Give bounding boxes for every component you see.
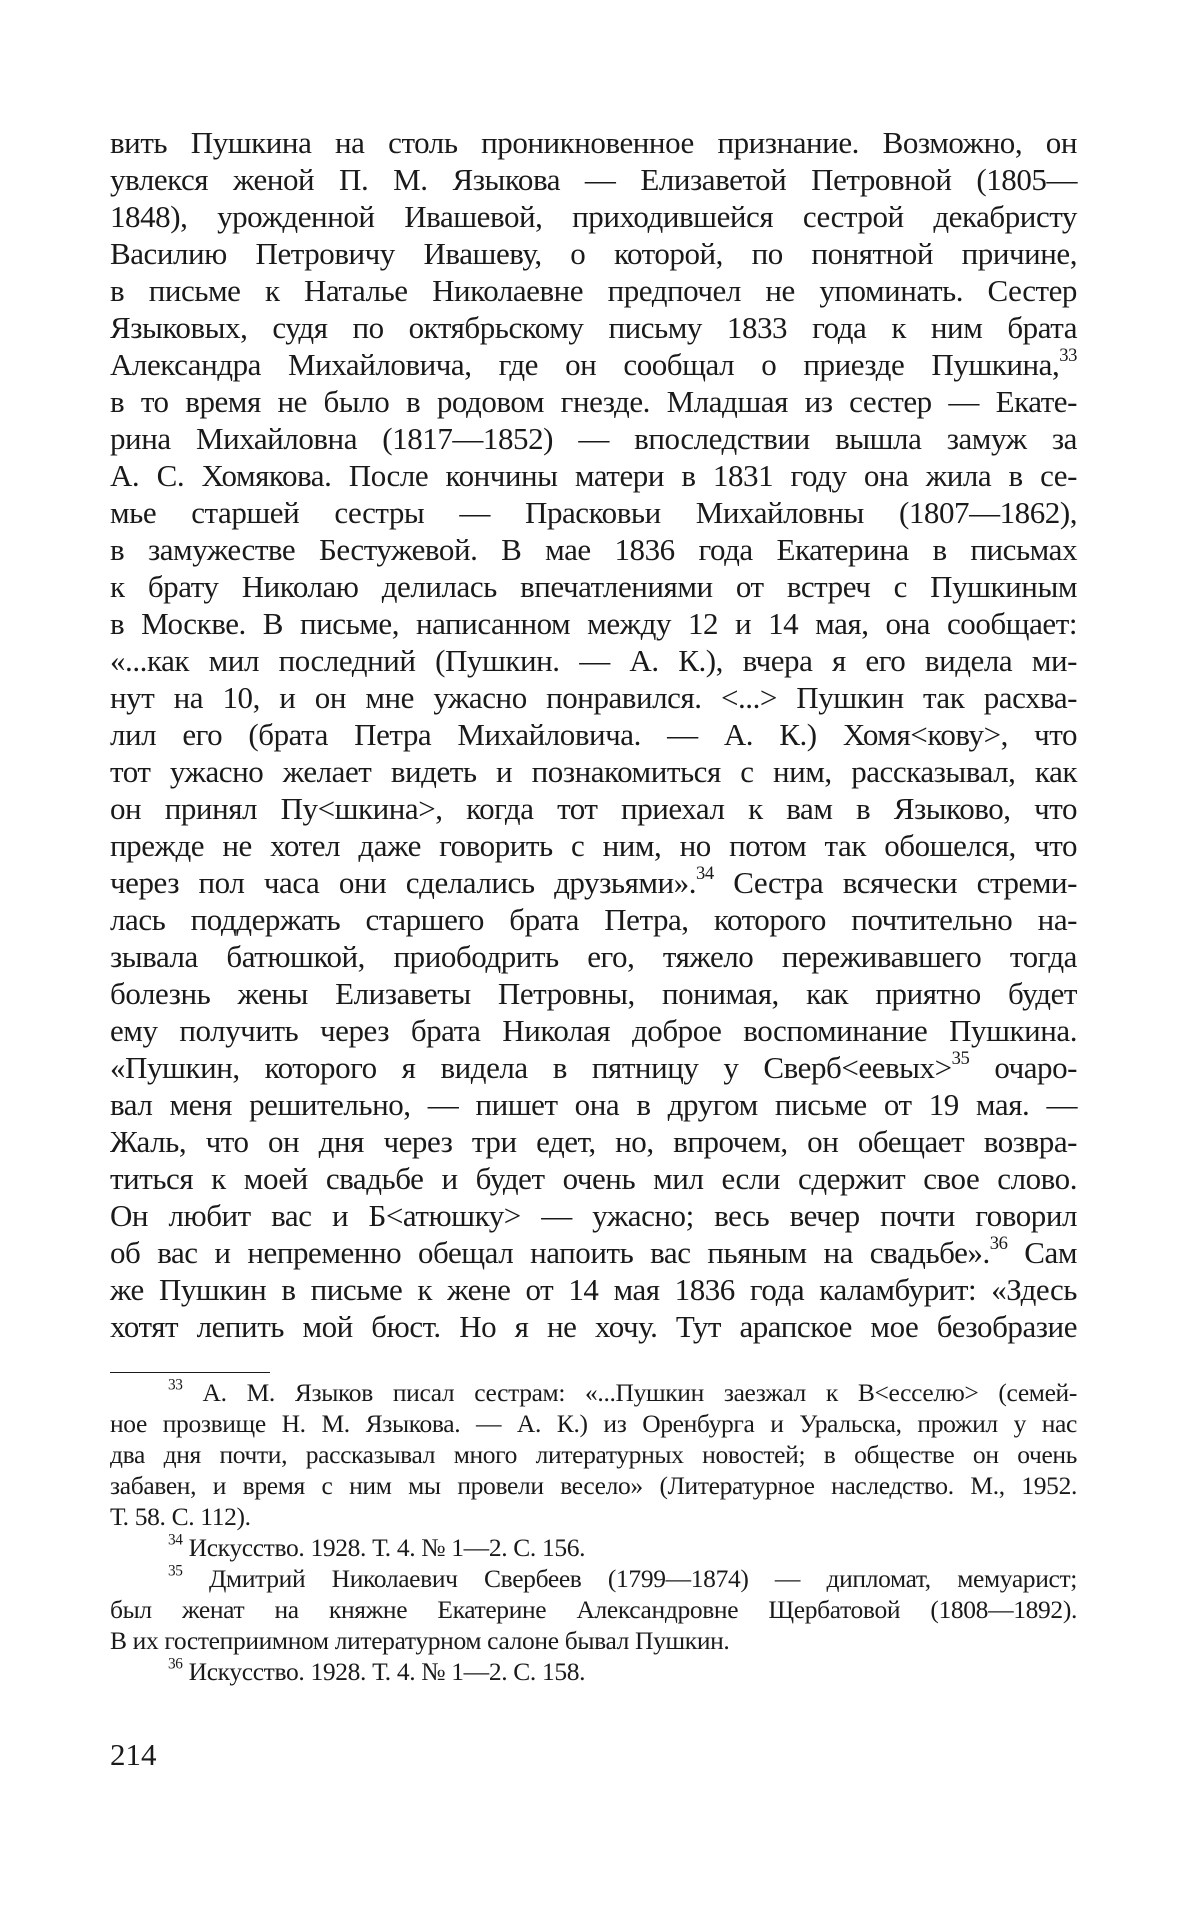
text-line: прежде не хотел даже говорить с ним, но потом так обошелся, что <box>110 828 1077 863</box>
footnote-line: два дня почти, рассказывал много литературных новостей; в обществе он очень <box>110 1440 1077 1469</box>
text-line: к брату Николаю делилась впечатлениями от встреч с Пушкиным <box>110 569 1077 604</box>
text-line: «Пушкин, которого я видела в пятницу у Сверб<еевых>$^{35}$ очаро- <box>110 1048 1077 1085</box>
footnote-reference: 36 <box>989 1233 1008 1255</box>
text-line: ему получить через брата Николая доброе воспоминание Пушкина. <box>110 1013 1077 1048</box>
footnote-line: В их гостеприимном литературном салоне бывал Пушкин. <box>110 1626 730 1655</box>
footnote-separator-rule <box>110 1372 270 1373</box>
footnote-line: $^{33}$ А. М. Языков писал сестрам: «...Пушкин заезжал к В<есселю> (семей- <box>168 1376 1077 1407</box>
footnote-reference: 35 <box>951 1048 970 1070</box>
text-line: зывала батюшкой, приободрить его, тяжело переживавшего тогда <box>110 939 1077 974</box>
text-line: через пол часа они сделались друзьями».$^{34}$ Сестра всячески стреми- <box>110 863 1077 900</box>
text-line: увлекся женой П. М. Языкова — Елизаветой Петровной (1805— <box>110 162 1077 197</box>
text-line: А. С. Хомякова. После кончины матери в 1831 году она жила в се- <box>110 458 1077 493</box>
text-line: Жаль, что он дня через три едет, но, впрочем, он обещает возвра- <box>110 1124 1077 1159</box>
text-line: нут на 10, и он мне ужасно понравился. <...> Пушкин так расхва- <box>110 680 1077 715</box>
text-line: 1848), урожденной Ивашевой, приходившейся сестрой декабристу <box>110 199 1077 234</box>
footnote-line: ное прозвище Н. М. Языкова. — А. К.) из Оренбурга и Уральска, прожил у нас <box>110 1409 1077 1438</box>
text-line: «...как мил последний (Пушкин. — А. К.), вчера я его видела ми- <box>110 643 1077 678</box>
text-line: Александра Михайловича, где он сообщал о приезде Пушкина,$^{33}$ <box>110 345 1077 382</box>
text-line: об вас и непременно обещал напоить вас пьяным на свадьбе».$^{36}$ Сам <box>110 1233 1077 1270</box>
text-line: в Москве. В письме, написанном между 12 и 14 мая, она сообщает: <box>110 606 1077 641</box>
text-line: рина Михайловна (1817—1852) — впоследствии вышла замуж за <box>110 421 1077 456</box>
footnote-number: 35 <box>168 1562 183 1580</box>
footnote-line: Т. 58. С. 112). <box>110 1502 251 1531</box>
page-number: 214 <box>110 1737 157 1772</box>
book-page <box>110 124 1077 1687</box>
text-line: Языковых, судя по октябрьскому письму 1833 года к ним брата <box>110 310 1077 345</box>
text-line: в то время не было в родовом гнезде. Младшая из сестер — Екате- <box>110 384 1077 419</box>
text-line: лась поддержать старшего брата Петра, которого почтительно на- <box>110 902 1077 937</box>
text-line: он принял Пу<шкина>, когда тот приехал к вам в Языково, что <box>110 791 1077 826</box>
text-line: титься к моей свадьбе и будет очень мил если сдержит свое слово. <box>110 1161 1077 1196</box>
text-line: болезнь жены Елизаветы Петровны, понимая, как приятно будет <box>110 976 1077 1011</box>
footnotes-block <box>110 1377 1077 1687</box>
footnote-number: 33 <box>168 1376 183 1394</box>
text-line: вить Пушкина на столь проникновенное признание. Возможно, он <box>110 125 1077 160</box>
text-line: тот ужасно желает видеть и познакомиться с ним, рассказывал, как <box>110 754 1077 789</box>
footnote-line: забавен, и время с ним мы провели весело» (Литературное наследство. М., 1952. <box>110 1471 1077 1500</box>
main-text-block <box>110 124 1077 1345</box>
footnote-line: был женат на княжне Екатерине Александровне Щербатовой (1808—1892). <box>110 1595 1077 1624</box>
text-line: же Пушкин в письме к жене от 14 мая 1836 года каламбурит: «Здесь <box>110 1272 1077 1307</box>
footnote-number: 36 <box>168 1655 183 1673</box>
text-line: Он любит вас и Б<атюшку> — ужасно; весь вечер почти говорил <box>110 1198 1077 1233</box>
footnote-reference: 34 <box>696 863 714 885</box>
text-line: Василию Петровичу Ивашеву, о которой, по понятной причине, <box>110 236 1077 271</box>
text-line: хотят лепить мой бюст. Но я не хочу. Тут арапское мое безобразие <box>110 1309 1077 1344</box>
text-line: в письме к Наталье Николаевне предпочел не упоминать. Сестер <box>110 273 1077 308</box>
text-line: в замужестве Бестужевой. В мае 1836 года Екатерина в письмах <box>110 532 1077 567</box>
footnote-number: 34 <box>168 1531 183 1549</box>
text-line: лил его (брата Петра Михайловича. — А. К.) Хомя<кову>, что <box>110 717 1077 752</box>
footnote-line: $^{36}$ Искусство. 1928. Т. 4. № 1—2. С. 158. <box>168 1655 586 1686</box>
text-line: мье старшей сестры — Прасковьи Михайловны (1807—1862), <box>110 495 1077 530</box>
footnote-line: $^{35}$ Дмитрий Николаевич Свербеев (1799—1874) — дипломат, мемуарист; <box>168 1562 1077 1593</box>
text-line: вал меня решительно, — пишет она в другом письме от 19 мая. — <box>110 1087 1077 1122</box>
footnote-line: $^{34}$ Искусство. 1928. Т. 4. № 1—2. С. 156. <box>168 1531 586 1562</box>
footnote-reference: 33 <box>1059 345 1077 367</box>
